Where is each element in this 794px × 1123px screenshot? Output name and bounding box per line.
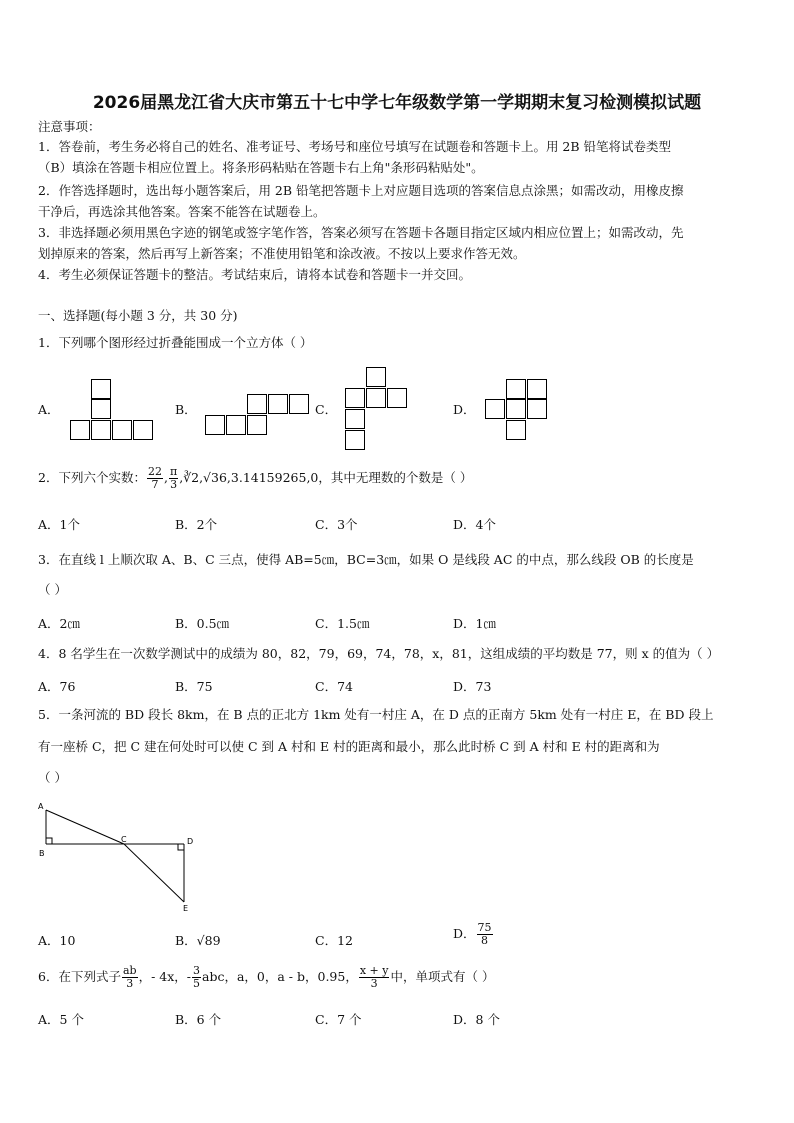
q1-option-b-label: B． (175, 402, 197, 417)
q5-option-d-fraction: $\frac{75}{8}$ (477, 921, 492, 947)
q6-fraction-3-5: $\frac{3}{5}$ (193, 964, 201, 990)
point-e-label: E (183, 904, 189, 912)
q6-prefix: 6．在下列式子 (38, 969, 121, 984)
q5-stem-line2: 有一座桥 C，把 C 建在何处时可以使 C 到 A 村和 E 村的距离和最小，那么此时桥 C 到 A 村和 E 村的距离和为 (38, 739, 660, 754)
notice-line: 3．非选择题必须用黑色字迹的钢笔或签字笔作答，答案必须写在答题卡各题目指定区域内相应位置上；如需改动，先 (38, 225, 684, 240)
section-heading: 一、选择题(每小题 3 分，共 30 分) (38, 308, 238, 323)
notice-line: 干净后，再选涂其他答案。答案不能答在试题卷上。 (38, 204, 326, 219)
right-angle-d (178, 844, 184, 850)
notice-line: 划掉原来的答案，然后再写上新答案；不准使用铅笔和涂改液。不按以上要求作答无效。 (38, 246, 526, 261)
q2-suffix: ，其中无理数的个数是（ ） (318, 470, 473, 485)
point-b-label: B (39, 849, 45, 858)
q5-option-b: B．√89 (175, 933, 221, 948)
q5-option-d-label: D． (453, 926, 476, 941)
notice-line: 2．作答选择题时，选出每小题答案后，用 2B 铅笔把答题卡上对应题目选项的答案信息点涂黑；如需改动，用橡皮擦 (38, 183, 684, 198)
q6-option-c: C．7 个 (315, 1012, 362, 1027)
notice-line: 4．考生必须保证答题卡的整洁。考试结束后，请将本试卷和答题卡一并交回。 (38, 267, 471, 282)
q3-option-c: C．1.5㎝ (315, 616, 370, 631)
q6-option-a: A．5 个 (38, 1012, 84, 1027)
q6-mid1: ，- 4x，- (138, 969, 192, 984)
q6-fraction-ab-3: $\frac{ab}{3}$ (122, 964, 137, 990)
q5-stem-line1: 5．一条河流的 BD 段长 8km，在 B 点的正北方 1km 处有一村庄 A，在 D 点的正南方 5km 处有一村庄 E，在 BD 段上 (38, 707, 714, 722)
q5-option-a: A．10 (38, 933, 76, 948)
q2-stem: 2．下列六个实数： $\frac{22}{7}$ , $\frac{\pi}{3}$ ,∛2,√36,3.14159265,0，其中无理数的个数是（ ） (38, 465, 473, 491)
q6-mid2: abc，a，0，a - b，0.95， (202, 969, 358, 984)
q3-stem: 3．在直线 l 上顺次取 A、B、C 三点，使得 AB=5㎝，BC=3㎝，如果 O 是线段 AC 的中点，那么线段 OB 的长度是 (38, 552, 694, 567)
q3-option-d: D．1㎝ (453, 616, 496, 631)
q4-stem: 4．8 名学生在一次数学测试中的成绩为 80，82，79，69，74，78，x，81，这组成绩的平均数是 77，则 x 的值为（ ） (38, 646, 720, 661)
q1-option-c-label: C． (315, 402, 338, 417)
point-d-label: D (187, 837, 194, 846)
q2-fraction-22-7: $\frac{22}{7}$ (147, 465, 162, 491)
page-title: 2026届黑龙江省大庆市第五十七中学七年级数学第一学期期末复习检测模拟试题 (92, 93, 702, 113)
q4-option-a: A．76 (38, 679, 76, 694)
q2-prefix: 2．下列六个实数： (38, 470, 146, 485)
q6-option-b: B．6 个 (175, 1012, 222, 1027)
segment-ce (124, 844, 184, 902)
q5-paren: （ ） (38, 770, 67, 785)
q6-stem (38, 965, 494, 990)
q3-paren: （ ） (38, 582, 67, 597)
q4-option-b: B．75 (175, 679, 213, 694)
q6-fraction-xy-3: $\frac{x + y}{3}$ (359, 964, 389, 990)
q5-river-diagram (36, 800, 196, 912)
notice-line: 1．答卷前，考生务必将自己的姓名、准考证号、考场号和座位号填写在试题卷和答题卡上。用 2B 铅笔将试卷类型 (38, 139, 672, 154)
q3-option-b: B．0.5㎝ (175, 616, 230, 631)
notice-heading: 注意事项： (38, 119, 101, 134)
q2-numbers: ,∛2,√36,3.14159265,0 (179, 470, 319, 485)
q5-option-d (453, 922, 494, 947)
q2-option-a: A．1个 (38, 517, 80, 532)
q2-option-d: D．4个 (453, 517, 496, 532)
right-angle-b (46, 838, 52, 844)
q6-suffix: 中，单项式有（ ） (390, 969, 495, 984)
q3-option-a: A．2㎝ (38, 616, 80, 631)
segment-ac (46, 810, 124, 844)
q2-fraction-pi-3: $\frac{\pi}{3}$ (169, 465, 178, 491)
q1-option-a-label: A． (38, 402, 60, 417)
q5-option-c: C．12 (315, 933, 353, 948)
q4-option-c: C．74 (315, 679, 353, 694)
q2-option-b: B．2个 (175, 517, 218, 532)
q6-option-d: D．8 个 (453, 1012, 500, 1027)
q2-option-c: C．3个 (315, 517, 358, 532)
q4-option-d: D．73 (453, 679, 492, 694)
point-c-label: C (121, 835, 127, 844)
q1-stem: 1．下列哪个图形经过折叠能围成一个立方体（ ） (38, 335, 313, 350)
q1-option-d-label: D． (453, 402, 476, 417)
point-a-label: A (38, 802, 44, 811)
notice-line: （B）填涂在答题卡相应位置上。将条形码粘贴在答题卡右上角"条形码粘贴处"。 (38, 160, 484, 175)
